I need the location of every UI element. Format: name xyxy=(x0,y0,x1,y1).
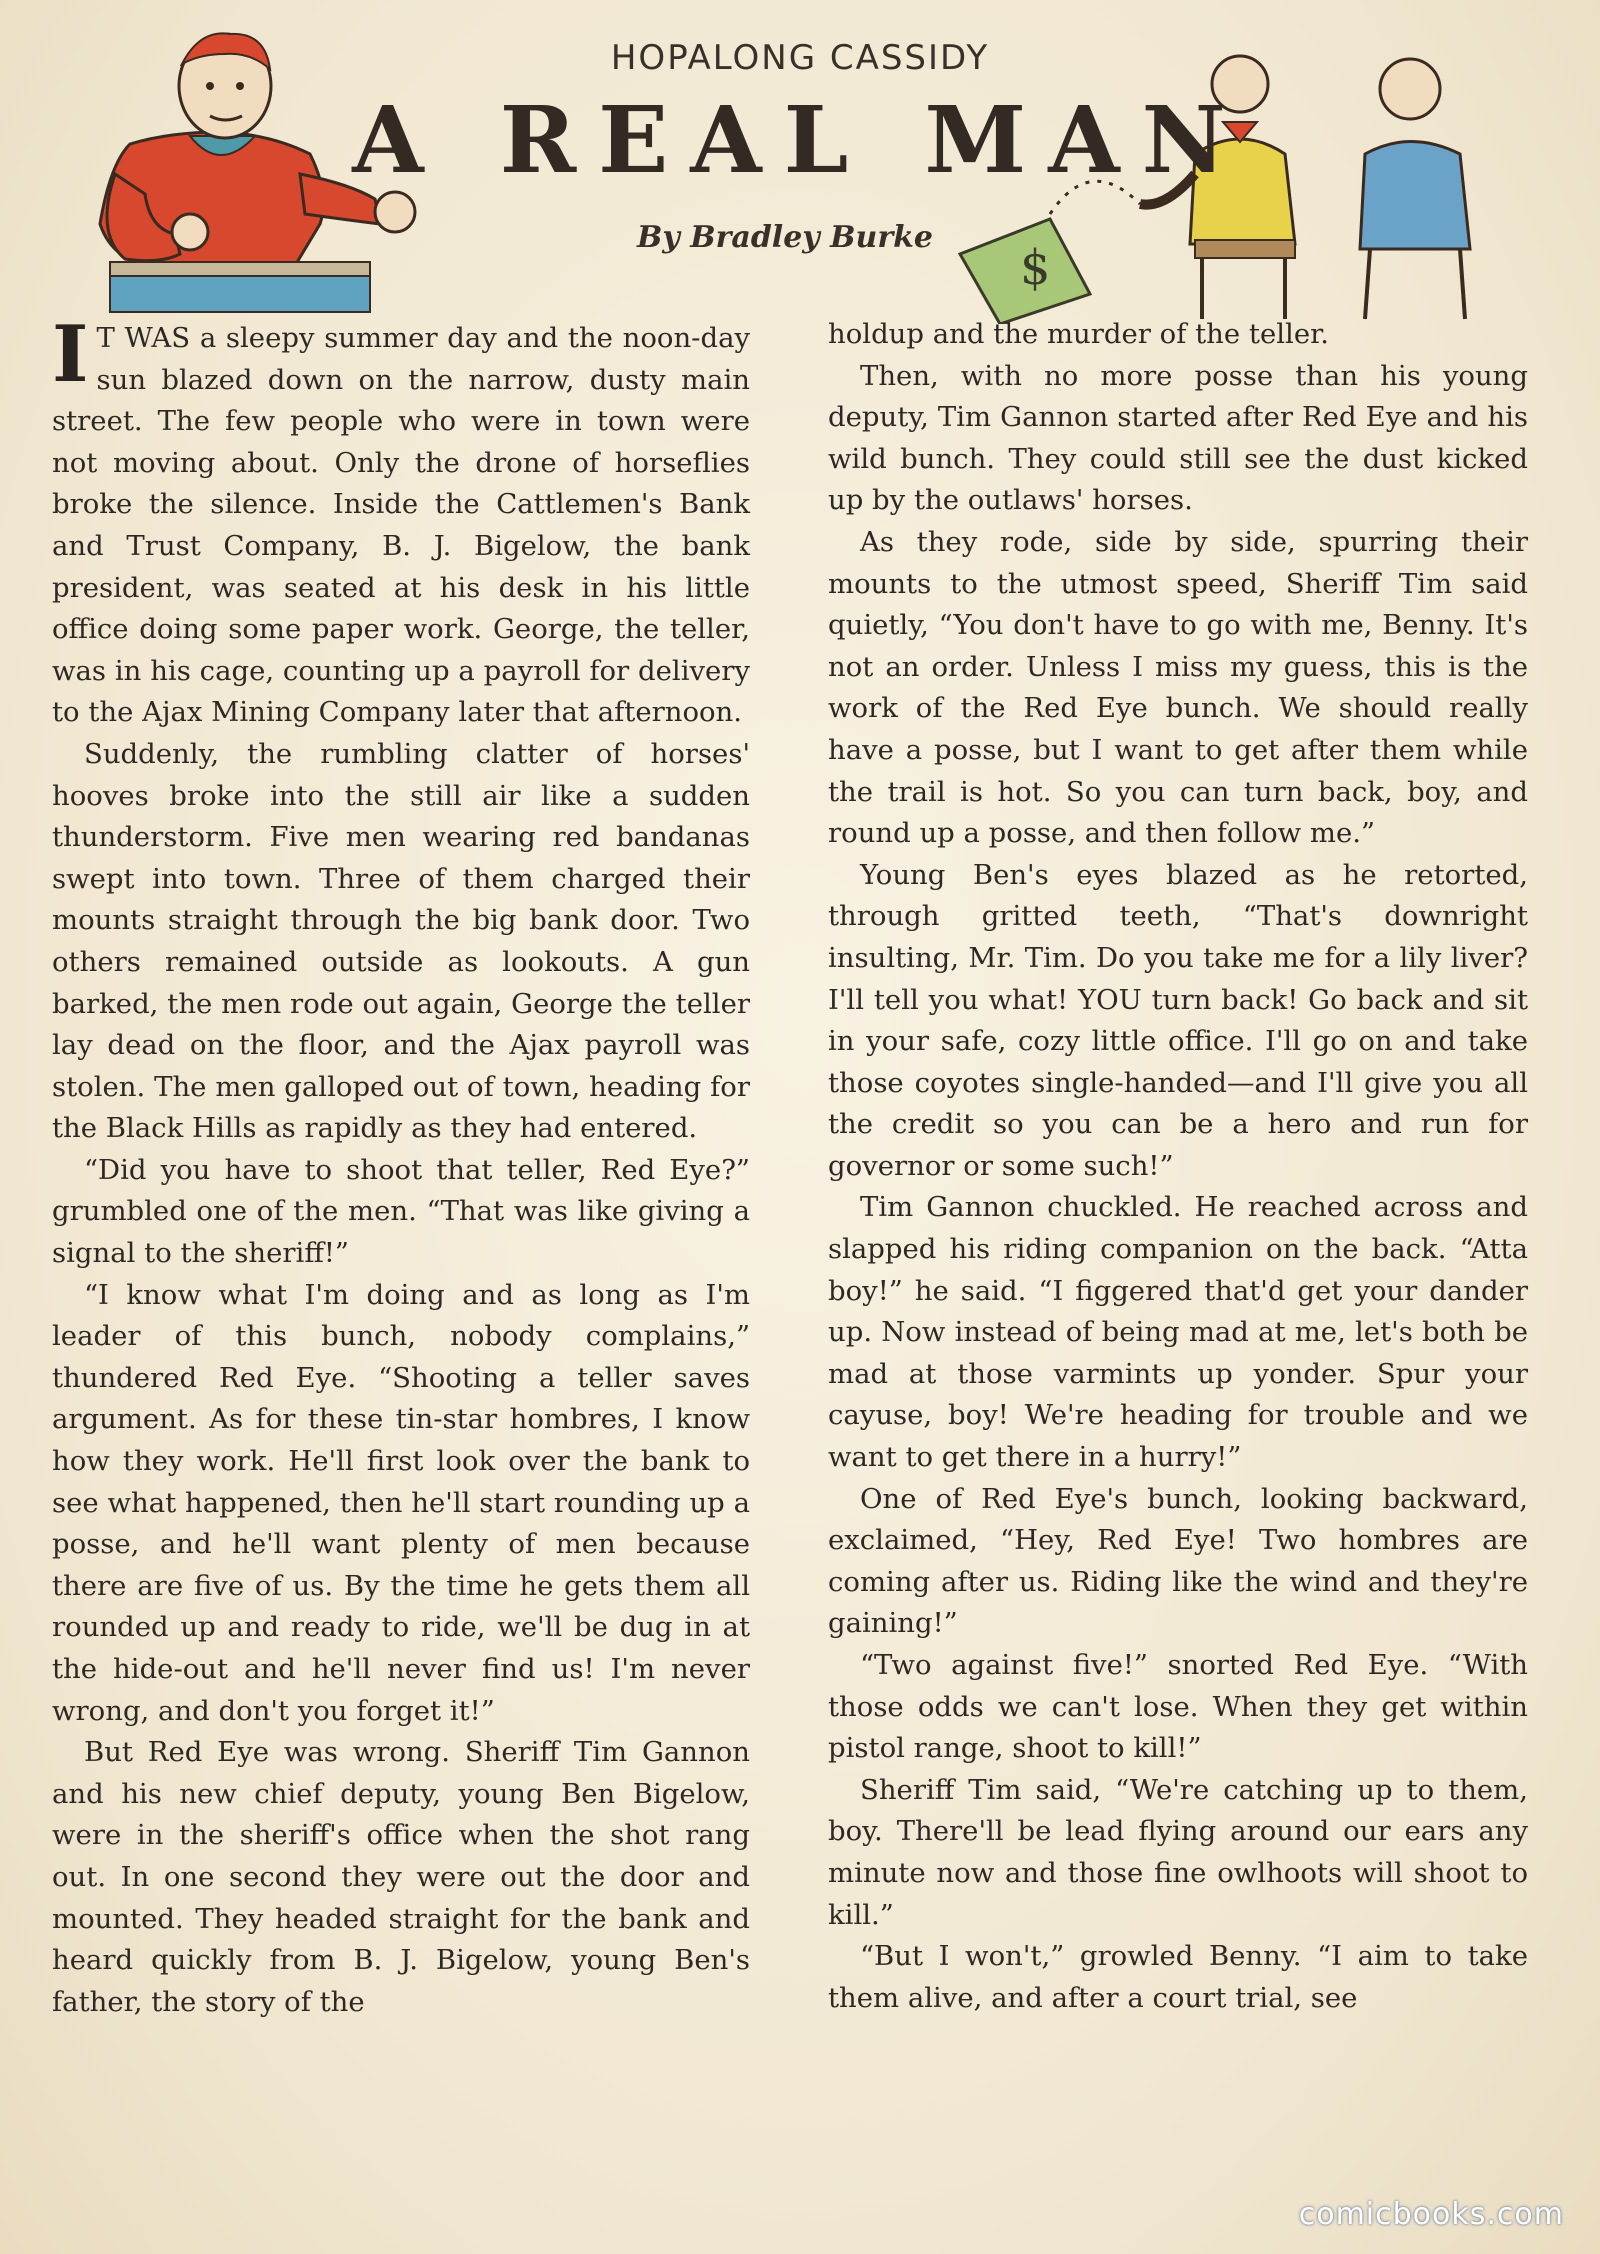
paragraph: Then, with no more posse than his young deputy, Tim Gannon started after Red Eye and his wild bunch. They could still see the dust kicked up by the outlaws' horses. xyxy=(828,359,1528,517)
story-column-right xyxy=(828,314,1528,2019)
drop-cap: I xyxy=(52,309,89,400)
watermark: comicbooks.com xyxy=(1298,2197,1564,2232)
series-title: HOPALONG CASSIDY xyxy=(610,38,990,78)
paragraph: holdup and the murder of the teller. xyxy=(828,318,1329,350)
paragraph: I T WAS a sleepy summer day and the noon-day sun blazed down on the narrow, dusty main street. The few people who were in town were not moving about. Only the drone of horseflies broke the silence. Inside the Cattlemen's Bank and Trust Company, B. J. Bigelow, the bank president, was seated at his desk in his little office doing some paper work. George, the teller, was in his cage, counting up a payroll for delivery to the Ajax Mining Company later that afternoon. xyxy=(52,309,750,729)
paragraph: Tim Gannon chuckled. He reached across and slapped his riding companion on the back. “Atta boy!” he said. “I figgered that'd get your dander up. Now instead of being mad at me, let's both be mad at those varmints up yonder. Spur your cayuse, boy! We're heading for trouble and we want to get there in a hurry!” xyxy=(828,1191,1528,1474)
paragraph: “I know what I'm doing and as long as I'm leader of this bunch, nobody complains,” thundered Red Eye. “Shooting a teller saves argument. As for these tin-star hombres, I know how they work. He'll first look over the bank to see what happened, then he'll start rounding up a posse, and he'll want plenty of men because there are five of us. By the time he gets them all rounded up and ready to ride, we'll be dug in at the hide-out and he'll never find us! I'm never wrong, and don't you forget it!” xyxy=(52,1278,750,1727)
svg-text:$: $ xyxy=(1020,240,1051,296)
paragraph: “But I won't,” growled Benny. “I aim to take them alive, and after a court trial, see xyxy=(828,1940,1528,2014)
paragraph: One of Red Eye's bunch, looking backward, exclaimed, “Hey, Red Eye! Two hombres are coming after us. Riding like the wind and they're gaining!” xyxy=(828,1482,1528,1640)
paragraph: As they rode, side by side, spurring their mounts to the utmost speed, Sheriff Tim said quietly, “You don't have to go with me, Benny. It's not an order. Unless I miss my guess, this is the work of the Red Eye bunch. We should really have a posse, but I want to get after them while the trail is hot. So you can turn back, boy, and round up a posse, and then follow me.” xyxy=(828,525,1528,850)
story-title: A REAL MAN xyxy=(352,86,1248,194)
byline: By Bradley Burke xyxy=(636,220,933,255)
paragraph: Sheriff Tim said, “We're catching up to them, boy. There'll be lead flying around our ears any minute now and those fine owlhoots will shoot to kill.” xyxy=(828,1773,1528,1931)
story-column-left xyxy=(52,309,750,2023)
paragraph: Young Ben's eyes blazed as he retorted, through gritted teeth, “That's downright insulting, Mr. Tim. Do you take me for a lily liver? I'll tell you what! YOU turn back! Go back and sit in your safe, cozy little office. I'll go on and take those coyotes single-handed—and I'll give you all the credit so you can be a hero and run for governor or some such!” xyxy=(828,858,1528,1182)
paragraph: “Did you have to shoot that teller, Red Eye?” grumbled one of the men. “That was like giving a signal to the sheriff!” xyxy=(52,1153,750,1270)
paragraph: Suddenly, the rumbling clatter of horses' hooves broke into the still air like a sudden thunderstorm. Five men wearing red bandanas swept into town. Three of them charged their mounts straight through the big bank door. Two others remained outside as lookouts. A gun barked, the men rode out again, George the teller lay dead on the floor, and the Ajax payroll was stolen. The men galloped out of town, heading for the Black Hills as rapidly as they had entered. xyxy=(52,737,750,1145)
paragraph: But Red Eye was wrong. Sheriff Tim Gannon and his new chief deputy, young Ben Bigelow, were in the sheriff's office when the shot rang out. In one second they were out the door and mounted. They headed straight for the bank and heard quickly from B. J. Bigelow, young Ben's father, the story of the xyxy=(52,1736,750,2018)
paragraph: “Two against five!” snorted Red Eye. “With those odds we can't lose. When they get within pistol range, shoot to kill!” xyxy=(828,1649,1528,1765)
